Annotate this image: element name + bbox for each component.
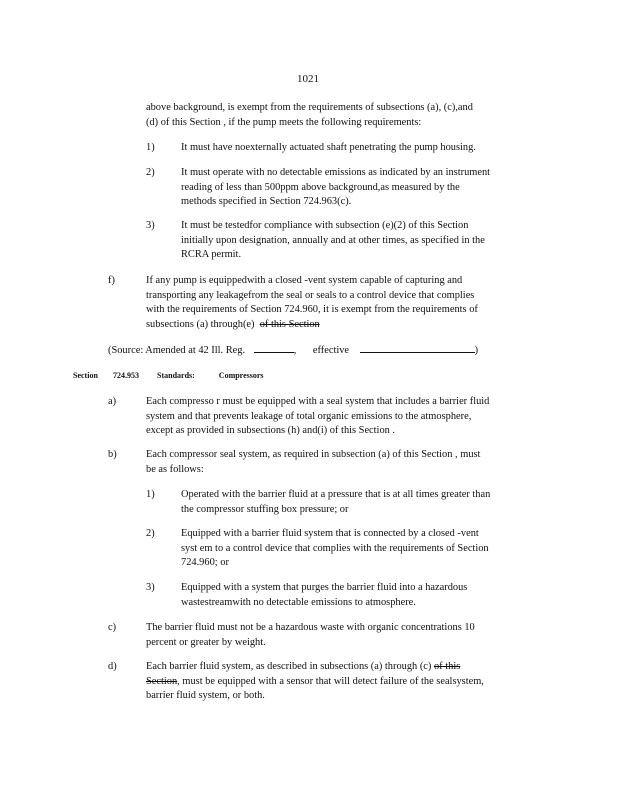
b-item-2	[181, 527, 489, 571]
item-label: 3)	[146, 582, 155, 593]
text-line: system and that prevents leakage of total organic emissions to the atmosphere,	[146, 410, 472, 422]
section-word: Section	[73, 371, 98, 380]
item-label: f)	[108, 275, 115, 286]
text-line: with the requirements of Section 724.960, it is exempt from the requirements of	[146, 304, 478, 316]
text-line: It must have noexternally actuated shaft penetrating the pump housing.	[181, 142, 476, 153]
item-label: c)	[108, 622, 117, 633]
item-b-paragraph	[146, 448, 480, 477]
text-line: Each barrier fluid system, as described in subsections (a) through (c)	[146, 661, 432, 672]
text-line: transporting any leakagefrom the seal or seals to a control device that complies	[146, 289, 475, 301]
item-label: 1)	[146, 489, 155, 500]
b-item-1	[181, 488, 490, 517]
text-line: reading of less than 500ppm above background,as measured by the	[181, 181, 460, 193]
text-line: 724.960; or	[181, 557, 229, 569]
text-line: initially upon designation, annually and at other times, as specified in the	[181, 234, 485, 246]
text-line: It must be testedfor compliance with subsection (e)(2) of this Section	[181, 220, 469, 231]
text-line: The barrier fluid must not be a hazardous waste with organic concentrations 10	[146, 622, 475, 633]
text-line: Operated with the barrier fluid at a pressure that is at all times greater than	[181, 489, 491, 500]
text-line: Equipped with a barrier fluid system that is connected by a closed -vent	[181, 528, 479, 539]
struck-text: of this Section	[259, 318, 320, 330]
item-d-paragraph	[146, 660, 484, 704]
source-line: (Source: Amended at 42 Ill. Reg. , effective )	[108, 342, 478, 358]
text-line: If any pump is equippedwith a closed -vent system capable of capturing and	[146, 275, 463, 286]
text-line: percent or greater by weight.	[146, 636, 266, 648]
struck-text: of this	[433, 661, 461, 672]
item-label: d)	[108, 661, 117, 672]
text-line: , must be equipped with a sensor that will detect failure of the sealsystem,	[177, 675, 484, 687]
text-line: above background, is exempt from the requirements of subsections (a), (c),and	[146, 102, 473, 113]
text-line: be as follows:	[146, 463, 204, 475]
item-label: 1)	[146, 142, 155, 153]
text-line: wastestreamwith no detectable emissions to atmosphere.	[181, 596, 416, 608]
text-line: subsections (a) through(e)	[146, 318, 255, 330]
pump-item-3	[181, 219, 485, 263]
effective-label: effective	[312, 345, 350, 356]
b-item-3	[181, 581, 467, 610]
text-line: barrier fluid system, or both.	[146, 690, 265, 702]
item-label: 2)	[146, 167, 155, 178]
intro-paragraph	[146, 101, 546, 130]
item-label: b)	[108, 449, 117, 460]
text-line: (d) of this Section , if the pump meets the following requirements:	[146, 116, 422, 128]
text-line: methods specified in Section 724.963(c).	[181, 196, 352, 208]
section-number: 724.953	[113, 371, 139, 380]
effective-blank	[360, 342, 475, 353]
pump-item-2	[181, 166, 490, 210]
text-line: It must operate with no detectable emissions as indicated by an instrument	[181, 167, 491, 178]
page-number: 1021	[297, 73, 319, 85]
item-label: a)	[108, 396, 117, 407]
text-line: the compressor stuffing box pressure; or	[181, 503, 349, 515]
struck-text: Section	[146, 675, 178, 687]
item-label: 2)	[146, 528, 155, 539]
item-a-paragraph	[146, 395, 489, 439]
item-f-paragraph	[146, 274, 478, 332]
text-line: syst em to a control device that complies with the requirements of Section	[181, 542, 489, 554]
text-line: RCRA permit.	[181, 249, 242, 261]
text-line: Each compresso r must be equipped with a seal system that includes a barrier fluid	[146, 396, 490, 407]
text-line: except as provided in subsections (h) and(i) of this Section .	[146, 425, 396, 437]
text-line: Each compressor seal system, as required in subsection (a) of this Section , must	[146, 449, 481, 460]
text-line: Equipped with a system that purges the barrier fluid into a hazardous	[181, 582, 468, 593]
pump-item-1	[181, 141, 476, 156]
date-blank	[254, 342, 294, 353]
item-label: 3)	[146, 220, 155, 231]
section-title: Standards: Compressors	[157, 371, 264, 380]
source-text: (Source: Amended at 42 Ill. Reg.	[108, 345, 246, 356]
item-c-paragraph	[146, 621, 475, 650]
